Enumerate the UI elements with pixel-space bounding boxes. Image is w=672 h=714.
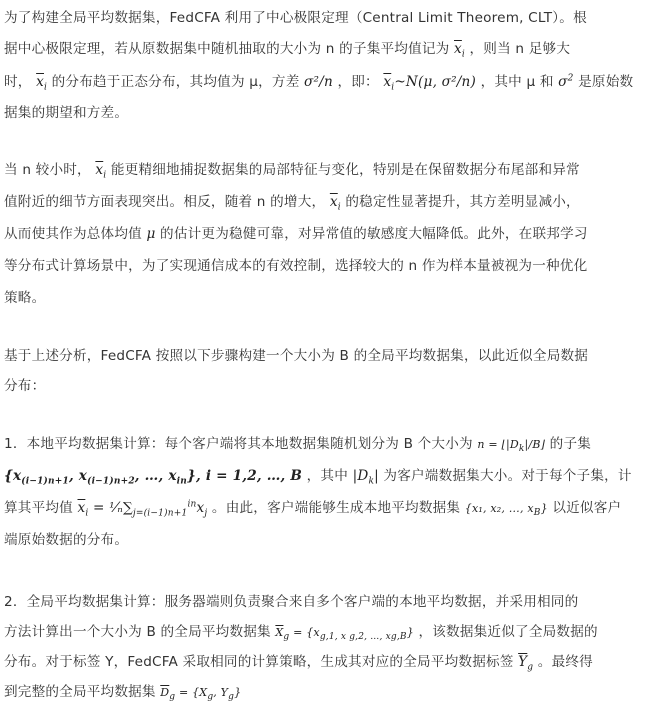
text: 的分布趋于正态分布，其均值为 μ，方差 — [51, 74, 300, 90]
text-line — [4, 652, 593, 674]
text: 。最终得 — [537, 654, 593, 670]
text: 的估计更为稳健可靠，对异常值的敏感度大幅降低。此外，在联邦学习 — [160, 226, 588, 242]
text-line — [4, 498, 621, 520]
text: ，即： — [337, 74, 379, 90]
text-line — [4, 224, 588, 246]
text-line — [4, 592, 578, 614]
text: 到完整的全局平均数据集 — [4, 684, 156, 700]
text-line — [4, 160, 580, 182]
text: 值附近的细节方面表现突出。相反，随着 n 的增大， — [4, 194, 326, 210]
text: 1．本地平均数据集计算：每个客户端将其本地数据集随机划分为 B 个大小为 — [4, 436, 473, 452]
text-line — [4, 346, 588, 368]
text: 的子集 — [549, 436, 592, 452]
text: 为客户端数据集大小。对于每个子集，计 — [383, 468, 632, 484]
math-n-definition: $n = ⌊|D_k|/B⌋$ — [477, 438, 546, 455]
text: 分布。对于标签 Y，FedCFA 采取相同的计算策略，生成其对应的全局平均数据标签 — [4, 654, 514, 670]
text: 等分布式计算场景中，为了实现通信成本的有效控制，选择较大的 n 作为样本量被视为一种优化 — [4, 258, 588, 274]
math-global-label: $\overline{Y}_g$ — [518, 654, 534, 673]
text: 2．全局平均数据集计算：服务器端则负责聚合来自多个客户端的本地平均数据，并采用相同的 — [4, 594, 579, 610]
math-sigma-squared: $\sigma^2$ — [558, 73, 574, 90]
text: 时， — [4, 74, 32, 90]
math-mean-definition: $\overline{x}_i$ = $^1⁄_n\sum_{j=(i-1)n+1}^{in}x_j$ — [77, 499, 208, 519]
text: 以近似客户 — [552, 500, 622, 516]
text-line — [4, 376, 45, 398]
text: 从而使其作为总体均值 — [4, 226, 142, 242]
text-line — [4, 8, 587, 30]
math-final-dataset: $\overline{D}_g = \{X_g$, $Y_g$} — [160, 686, 242, 703]
text: 据中心极限定理，若从原数据集中随机抽取的大小为 n 的子集平均值记为 — [4, 41, 450, 57]
text-line — [4, 682, 241, 704]
text: ，其中 — [306, 468, 349, 484]
text: 为了构建全局平均数据集，FedCFA 利用了中心极限定理（Central Limit Theorem, CLT）。根 — [4, 10, 587, 26]
text: 策略。 — [4, 290, 46, 306]
math-variance-fraction: σ²/n — [304, 74, 333, 90]
text-line — [4, 103, 128, 125]
text: 的稳定性显著提升，其方差明显减小， — [345, 194, 580, 210]
text: ，则当 n 足够大 — [469, 41, 571, 57]
text: 。由此，客户端能够生成本地平均数据集 — [211, 500, 461, 516]
text-line — [4, 39, 570, 61]
text-line — [4, 256, 587, 278]
text: 当 n 较小时， — [4, 162, 91, 178]
text: 是原始数 — [578, 74, 634, 90]
math-xbar-i: $\overline{x}_i$ — [329, 194, 341, 213]
math-subset-definition: {$x_{(i-1)n+1}$, $x_{(i-1)n+2}$, …, $x_{in}$}, i = 1,2, …, B — [4, 468, 303, 487]
math-global-mean-set: $\overline{X}_g = \{x_{g,1, x g,2, \dots, xg,B}\}$ — [275, 626, 414, 643]
math-mu: μ — [146, 226, 156, 242]
text: 端原始数据的分布。 — [4, 532, 129, 548]
text-line — [4, 434, 591, 456]
math-xbar-i: $\overline{x}_i$ — [95, 162, 107, 181]
text-line — [4, 466, 632, 488]
math-local-mean-set: {x₁, x₂, …, $x_B$} — [464, 502, 548, 519]
text: 方法计算出一个大小为 B 的全局平均数据集 — [4, 624, 271, 640]
text-line — [4, 530, 128, 552]
text-line — [4, 72, 633, 94]
text: 能更精细地捕捉数据集的局部特征与变化，特别是在保留数据分布尾部和异常 — [110, 162, 580, 178]
text: 分布： — [4, 378, 46, 394]
text-line — [4, 192, 580, 214]
text-line — [4, 288, 45, 310]
text: 算其平均值 — [4, 500, 73, 516]
math-dk: $|D_k|$ — [352, 468, 379, 487]
math-xbar-i: $\overline{x}_i$ — [454, 41, 465, 60]
math-normal-distribution: $\overline{x}_i\sim N(\mu$, σ²/n) — [383, 74, 477, 93]
text: ，该数据集近似了全局数据的 — [418, 624, 598, 640]
text: ，其中 μ 和 — [480, 74, 554, 90]
text: 基于上述分析，FedCFA 按照以下步骤构建一个大小为 B 的全局平均数据集，以此近似全局数据 — [4, 348, 589, 364]
math-xbar-i: $\overline{x}_i$ — [36, 74, 48, 93]
text: 据集的期望和方差。 — [4, 105, 129, 121]
text-line — [4, 622, 598, 644]
